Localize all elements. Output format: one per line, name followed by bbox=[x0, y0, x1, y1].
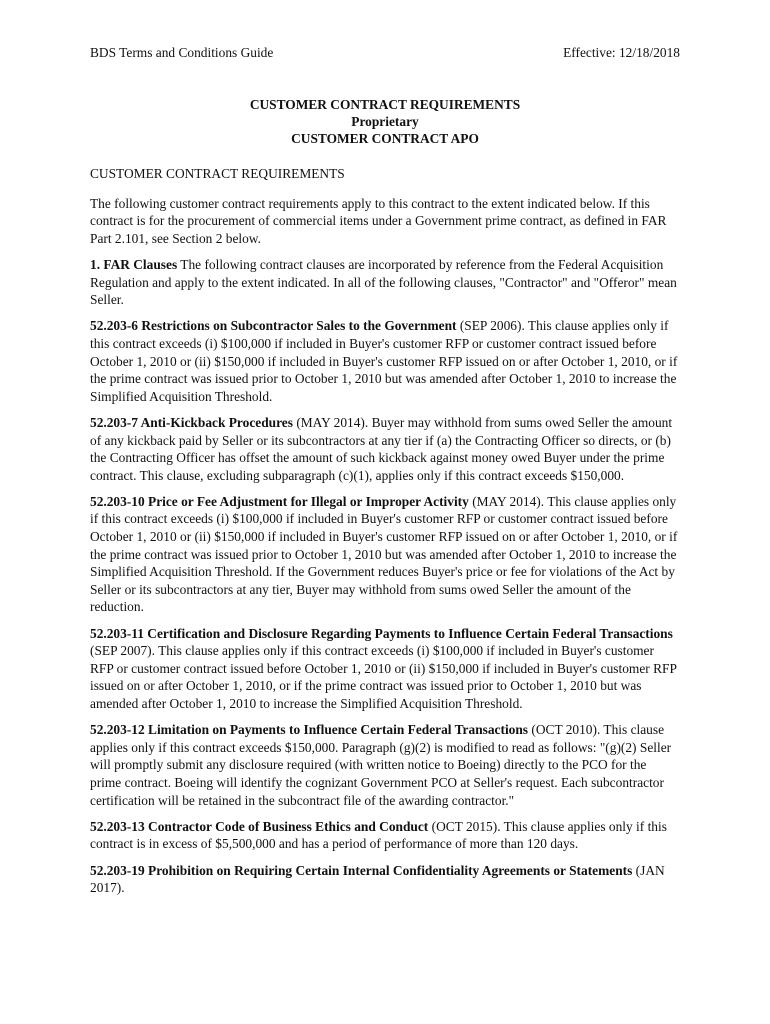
far-clauses-text: The following contract clauses are incorporated by reference from the Federal Acquisition Regulation and apply to the extent indicated. In all of the following clauses, "Contractor" and "Offeror" mean Seller. bbox=[90, 256, 677, 308]
clause-52-203-19 bbox=[90, 862, 680, 897]
header-effective-date: Effective: 12/18/2018 bbox=[563, 45, 680, 60]
header-guide-title: BDS Terms and Conditions Guide bbox=[90, 45, 274, 60]
clause-52-203-10 bbox=[90, 493, 680, 616]
running-header bbox=[90, 44, 680, 64]
clause-title: 52.203-19 Prohibition on Requiring Certain Internal Confidentiality Agreements or Statements bbox=[90, 862, 633, 878]
clause-text: (MAY 2014). Buyer may withhold from sums owed Seller the amount of any kickback paid by Seller or its subcontractors at any tier if (a) the Contracting Officer so directs, or (b) the Contracting Officer has offset the amount of such kickback against money owed Buyer under the prime contract. This clause, excluding subparagraph (c)(1), applies only if this contract exceeds $150,000. bbox=[90, 414, 673, 483]
clause-title: 52.203-10 Price or Fee Adjustment for Illegal or Improper Activity bbox=[90, 493, 469, 509]
clause-52-203-11 bbox=[90, 625, 680, 713]
clause-52-203-7 bbox=[90, 414, 680, 484]
clause-title: 52.203-13 Contractor Code of Business Ethics and Conduct bbox=[90, 818, 429, 834]
clause-text: (SEP 2007). This clause applies only if this contract exceeds (i) $100,000 if included in Buyer's customer RFP or customer contract issued before October 1, 2010 or (ii) $150,000 if included in Buyer's customer RFP issued on or after October 1, 2010, or if the prime contract was issued prior to October 1, 2010 but was amended after October 1, 2010 to increase the Simplified Acquisition Threshold. bbox=[90, 643, 677, 711]
intro-paragraph: The following customer contract requirements apply to this contract to the extent indicated below. If this contract is for the procurement of commercial items under a Government prime contract, as defined in FAR Part 2.101, see Section 2 below. bbox=[90, 195, 667, 246]
proprietary-label: Proprietary bbox=[351, 114, 419, 129]
clause-title: 52.203-11 Certification and Disclosure Regarding Payments to Influence Certain Federal Transactions bbox=[90, 625, 673, 641]
clause-title: 52.203-7 Anti-Kickback Procedures bbox=[90, 414, 293, 430]
clause-52-203-13 bbox=[90, 818, 680, 853]
document-subtitle: CUSTOMER CONTRACT APO bbox=[291, 131, 479, 146]
far-clauses-label: 1. FAR Clauses bbox=[90, 256, 178, 272]
clause-52-203-6 bbox=[90, 317, 680, 405]
clause-title: 52.203-12 Limitation on Payments to Influence Certain Federal Transactions bbox=[90, 722, 529, 738]
document-title: CUSTOMER CONTRACT REQUIREMENTS bbox=[249, 97, 521, 112]
clause-text: (OCT 2010). This clause applies only if this contract exceeds $150,000. Paragraph (g)(2) is modified to read as follows: "(g)(2) Seller will promptly submit any disclosure required (with written notice to Boeing) directly to the PCO for the prime contract. Boeing will identify the cognizant Government PCO at Seller's request. Each subcontractor certification will be retained in the subcontract file of the awarding contractor." bbox=[90, 722, 672, 808]
document-page bbox=[90, 44, 680, 905]
clause-text: (JAN 2017). bbox=[90, 862, 665, 896]
clause-text: (OCT 2015). This clause applies only if this contract is in excess of $5,500,000 and has a period of performance of more than 120 days. bbox=[90, 818, 667, 852]
clause-52-203-12 bbox=[90, 721, 680, 809]
title-block bbox=[90, 96, 680, 147]
far-clauses-paragraph bbox=[90, 256, 680, 309]
clause-text: (MAY 2014). This clause applies only if this contract exceeds (i) $100,000 if included in Buyer's customer RFP or customer contract issued before October 1, 2010 or (ii) $150,000 if included in Buyer's customer RFP issued on or after October 1, 2010, or if the prime contract was issued prior to October 1, 2010 but was amended after October 1, 2010 to increase the Simplified Acquisition Threshold. If the Government reduces Buyer's price or fee for violations of the Act by Seller or its subcontractors at any tier, Buyer may withhold from sums owed Seller the amount of the reduction. bbox=[90, 493, 678, 615]
section-heading: CUSTOMER CONTRACT REQUIREMENTS bbox=[90, 166, 345, 181]
clause-title: 52.203-6 Restrictions on Subcontractor Sales to the Government bbox=[90, 318, 457, 334]
clause-text: (SEP 2006). This clause applies only if this contract exceeds (i) $100,000 if included in Buyer's customer RFP or customer contract issued before October 1, 2010 or (ii) $150,000 if included in Buyer's customer RFP issued on or after October 1, 2010, or if the prime contract was issued prior to October 1, 2010 but was amended after October 1, 2010 to increase the Simplified Acquisition Threshold. bbox=[90, 318, 678, 404]
